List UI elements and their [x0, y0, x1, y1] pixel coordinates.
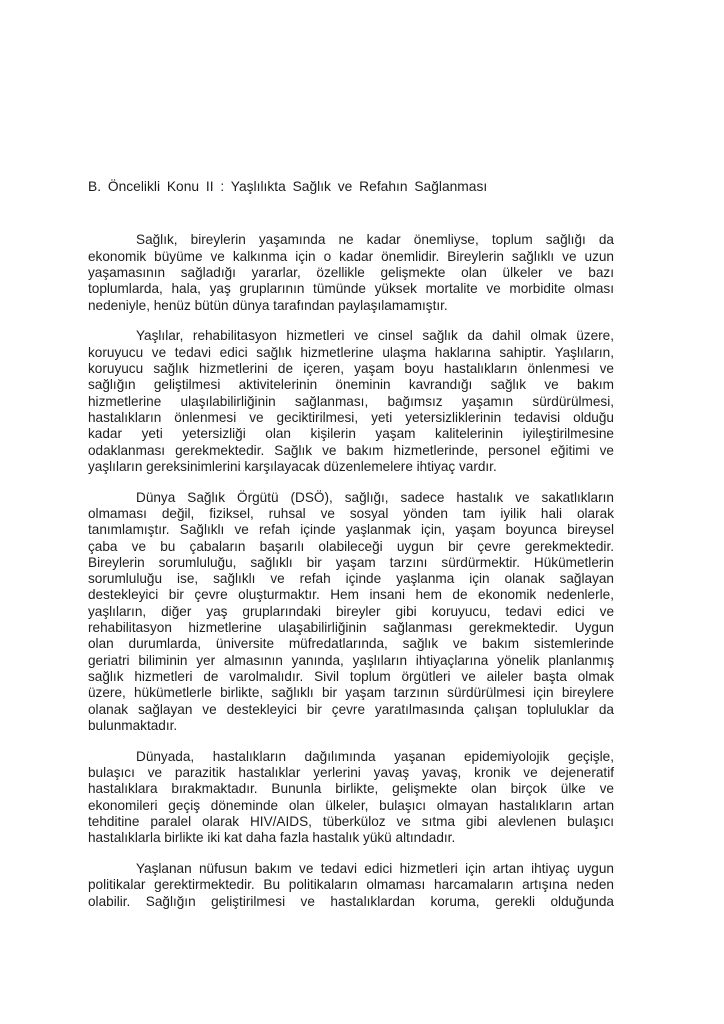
text-line: rehabilitasyon hizmetlerine ulaşabilirliğinin sağlanması gerekmektedir. Uygun — [88, 620, 614, 636]
text-line: yaşlıların gereksinimlerini karşılayacak düzenlemelere ihtiyaç vardır. — [88, 458, 497, 474]
text-line: nedeniyle, henüz bütün dünya tarafından paylaşılamamıştır. — [88, 297, 448, 313]
text-line: olabilir. Sağlığın geliştirilmesi ve hastalıklardan koruma, gerekli olduğunda — [88, 893, 614, 909]
paragraph — [88, 749, 614, 847]
text-line: ekonomik büyüme ve kalkınma için o kadar önemlidir. Bireylerin sağlıklı ve uzun — [88, 248, 614, 264]
text-line: Yaşlanan nüfusun bakım ve tedavi edici hizmetleri için artan ihtiyaç uygun — [136, 861, 614, 876]
text-line: kadar yeti yetersizliği olan kişilerin yaşam kalitelerinin iyileştirilmesine — [88, 426, 614, 442]
section-heading: B. Öncelikli Konu II : Yaşlılıkta Sağlık ve Refahın Sağlanması — [88, 179, 488, 194]
text-line: tehditine paralel olarak HIV/AIDS, tüberküloz ve sıtma gibi alevlenen bulaşıcı — [88, 814, 614, 830]
text-line: yaşlıların, diğer yaş gruplarındaki bireyler gibi koruyucu, tedavi edici ve — [88, 603, 614, 619]
text-line: hastalıklarla birlikte iki kat daha fazla hastalık yükü altındadır. — [88, 830, 456, 846]
text-line: geriatri biliminin yer almasının yanında, yaşlıların ihtiyaçlarına yönelik planlanmış — [88, 652, 614, 668]
text-line: Dünyada, hastalıkların dağılımında yaşanan epidemiyolojik geçişle, — [136, 748, 614, 764]
document-body — [88, 179, 614, 924]
text-line: üzere, hükümetlerle birlikte, sağlıklı bir yaşam tarzının sürdürülmesi için bireylere — [88, 685, 614, 701]
text-line: olanak sağlayan ve destekleyici bir çevre yaratılmasında çalışan topluluklar da — [88, 701, 614, 717]
text-line: olmaması değil, fiziksel, ruhsal ve sosyal yönden tam iyilik hali olarak — [88, 505, 614, 521]
text-line: tanımlamıştır. Sağlıklı ve refah içinde yaşlanmak için, yaşam boyunca bireysel — [88, 522, 614, 538]
text-line: ekonomileri geçiş döneminde olan ülkeler, bulaşıcı olmayan hastalıkların artan — [88, 797, 614, 813]
text-line: toplumlarda, hala, yaş gruplarının tümünde yüksek mortalite ve morbidite olması — [88, 281, 614, 297]
text-line: çaba ve bu çabaların başarılı olabileceği uygun bir çevre gerekmektedir. — [88, 538, 614, 554]
text-line: bulunmaktadır. — [88, 718, 178, 734]
text-line: Yaşlılar, rehabilitasyon hizmetleri ve cinsel sağlık da dahil olmak üzere, — [136, 328, 614, 344]
text-line: politikalar gerektirmektedir. Bu politikaların olmaması harcamaların artışına neden — [88, 877, 614, 893]
paragraphs-container — [88, 232, 614, 910]
paragraph — [88, 490, 614, 735]
text-line: bulaşıcı ve parazitik hastalıklar yerlerini yavaş yavaş, kronik ve dejeneratif — [88, 765, 614, 781]
text-line: Bireylerin sorumluluğu, sağlıklı bir yaşam tarzını sürdürmektir. Hükümetlerin — [88, 554, 614, 570]
text-line: Dünya Sağlık Örgütü (DSÖ), sağlığı, sadece hastalık ve sakatlıkların — [136, 489, 614, 505]
text-line: koruyucu sağlık hizmetlerini de içeren, yaşam boyu hastalıkların önlenmesi ve — [88, 360, 614, 376]
text-line: hastalıklara bırakmaktadır. Bununla birlikte, gelişmekte olan birçok ülke ve — [88, 781, 614, 797]
text-line: sağlığın geliştilmesi aktivitelerinin öneminin kavrandığı sağlık ve bakım — [88, 377, 614, 393]
text-line: sorumluluğu ise, sağlıklı ve refah içinde yaşlanma için olanak sağlayan — [88, 571, 614, 587]
text-line: olan durumlarda, üniversite müfredatlarında, sağlık ve bakım sistemlerinde — [88, 636, 614, 652]
text-line: Sağlık, bireylerin yaşamında ne kadar önemliyse, toplum sağlığı da — [136, 232, 614, 248]
paragraph — [88, 232, 614, 314]
text-line: koruyucu ve tedavi edici sağlık hizmetlerine ulaşma haklarına sahiptir. Yaşlıların, — [88, 344, 614, 360]
paragraph — [88, 328, 614, 475]
text-line: hastalıkların önlenmesi ve geciktirilmesi, yeti yetersizliklerinin tedavisi olduğu — [88, 409, 614, 425]
text-line: sağlık hizmetleri de varolmalıdır. Sivil toplum örgütleri ve aileler başta olmak — [88, 669, 614, 685]
text-line: odaklanması gerekmektedir. Sağlık ve bakım hizmetlerinde, personel eğitimi ve — [88, 442, 614, 458]
text-line: yaşamasının sağladığı yararlar, özellikle gelişmekte olan ülkeler ve bazı — [88, 264, 614, 280]
paragraph — [88, 861, 614, 910]
text-line: destekleyici bir çevre oluşturmaktır. Hem insani hem de ekonomik nedenlerle, — [88, 587, 614, 603]
text-line: hizmetlerine ulaşılabilirliğinin sağlanması, bağımsız yaşamın sürdürülmesi, — [88, 393, 614, 409]
